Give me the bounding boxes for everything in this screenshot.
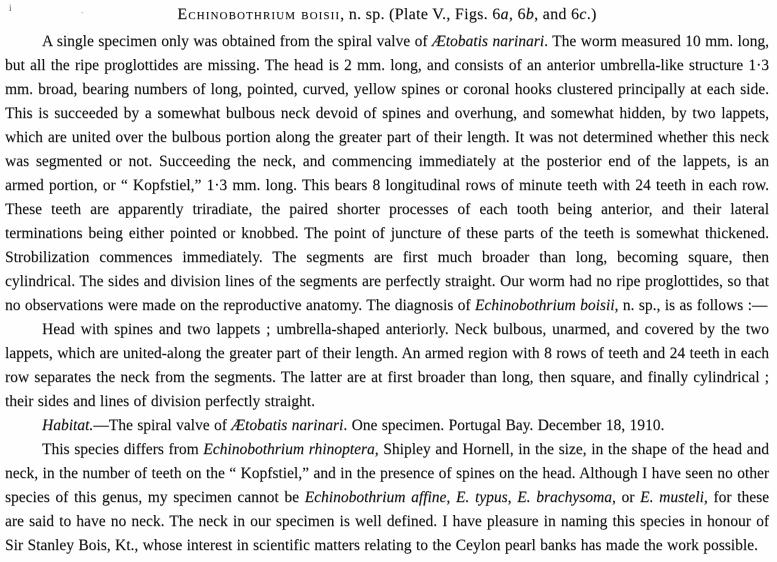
paragraph-description xyxy=(5,30,769,318)
heading-text: , n. sp. (Plate V., Figs. 6 xyxy=(340,6,501,23)
text-run: A single specimen only was obtained from the spiral valve of xyxy=(42,33,432,50)
text-run: Head with spines and two lappets ; umbrella-shaped anteriorly. Neck bulbous, unarmed, and covered by the two lappets, which are united-along the greater part of their length. An armed region with 8 rows of teeth and 24 teeth in each row separates the neck from the segments. The latter are at first broader than long, then square, and finally cylindrical ; their sides and lines of division perfectly straight. xyxy=(5,321,769,410)
scan-artifact: i xyxy=(9,3,12,13)
paragraph-habitat xyxy=(5,414,769,438)
paragraph-diagnosis xyxy=(5,318,769,414)
heading-text: .) xyxy=(586,6,597,23)
text-run: , for these are said to have no neck. The neck in our specimen is well defined. I have pleasure in naming this species in honour of Sir Stanley Bois, Kt., whose interest in scientific matters relating to the Ceylon pearl banks has made the work possible. xyxy=(5,489,770,554)
text-run: This species differs from xyxy=(42,441,204,458)
paragraph-discussion xyxy=(5,438,769,558)
text-run: —The spiral valve of xyxy=(93,417,232,434)
species-name: E. typus xyxy=(455,489,508,506)
text-run: , Shipley and Hornell, in the size, in the shape of the head and neck, in the number of teeth on the “ Kopfstiel,” and in the presence of spines on the head. Although I have seen no other species of this genus, my specimen cannot be xyxy=(5,441,769,506)
species-name: Echinobothrium rhinoptera xyxy=(203,441,375,458)
section-heading xyxy=(5,6,769,24)
heading-text: , 6 xyxy=(508,6,526,23)
species-heading-name: Echinobothrium boisii xyxy=(177,6,341,23)
text-run: , or xyxy=(612,489,641,506)
species-name: Echinobothrium boisii xyxy=(474,297,615,314)
text-run: , xyxy=(446,489,456,506)
species-name: E. musteli xyxy=(640,489,704,506)
text-run: . One specimen. Portugal Bay. December 18, 1910. xyxy=(343,417,665,434)
text-run: , n. sp., is as follows :— xyxy=(614,297,768,314)
species-name: Echinobothrium affine xyxy=(304,489,447,506)
species-name: E. brachysoma xyxy=(517,489,612,506)
species-name: Ætobatis narinari xyxy=(231,417,344,434)
species-name: Ætobatis narinari xyxy=(431,33,545,50)
habitat-label: Habitat. xyxy=(42,417,94,434)
heading-text: , and 6 xyxy=(534,6,580,23)
text-run: , xyxy=(507,489,518,506)
scan-artifact: - xyxy=(81,8,84,17)
text-run: . The worm measured 10 mm. long, but all the ripe proglottides are missing. The head is 2 mm. long, and consists of an anterior umbrella-like structure 1·3 mm. broad, bearing numbers of long, pointed, curved, yellow spines or coronal hooks clustered principally at each side. This is succeeded by a somewhat bulbous neck devoid of spines and overhung, and somewhat hidden, by two lappets, which are united over the bulbous portion along the greater part of their length. It was not determined whether this neck was segmented or not. Succeeding the neck, and commencing immediately at the posterior end of the lappets, is an armed portion, or “ Kopfstiel,” 1·3 mm. long. This bears 8 longitudinal rows of minute teeth with 24 teeth in each row. These teeth are apparently triradiate, the paired shorter processes of each tooth being anterior, and their lateral terminations being either pointed or knobbed. The point of juncture of these parts of the teeth is somewhat thickened. Strobilization commences immediately. The segments are first much broader than long, becoming square, then cylindrical. The sides and division lines of the segments are perfectly straight. Our worm had no ripe proglottides, so that no observations were made on the reproductive anatomy. The diagnosis of xyxy=(5,33,769,314)
figure-letter: b xyxy=(525,6,535,23)
figure-letter: c xyxy=(579,6,587,23)
figure-letter: a xyxy=(500,6,509,23)
